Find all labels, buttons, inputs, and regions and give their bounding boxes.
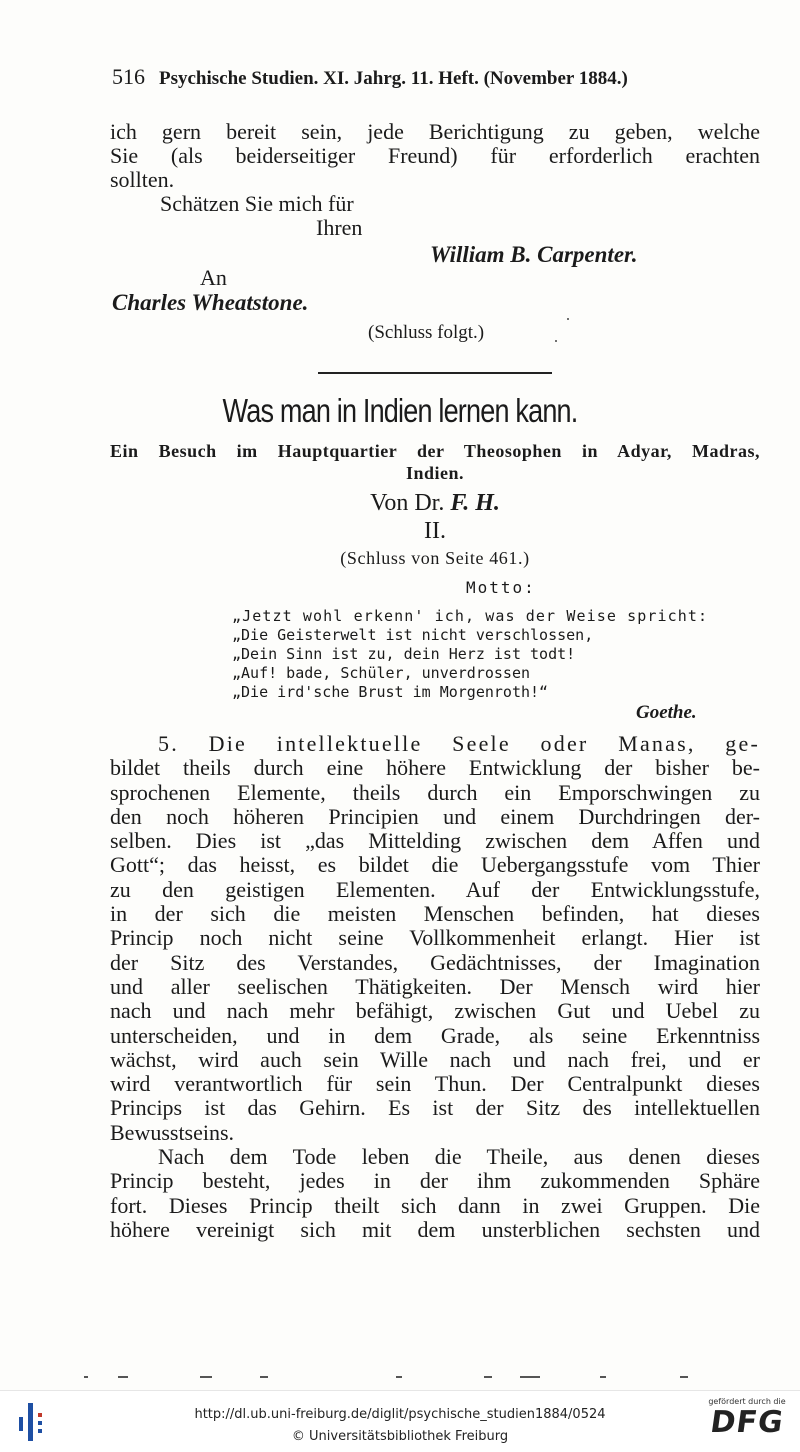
section-rule xyxy=(318,372,552,374)
page-number: 516 xyxy=(112,64,145,89)
paragraph-line: fort. Dieses Princip theilt sich dann in zwei Gruppen. Die xyxy=(110,1192,760,1218)
continuation-note: (Schluss von Seite 461.) xyxy=(340,548,530,568)
addressee-prefix: An xyxy=(200,265,227,290)
paragraph-line: der Sitz des Verstandes, Gedächtnisses, der Imagination xyxy=(110,949,760,975)
paragraph-line: bildet theils durch eine höhere Entwicklung der bisher be- xyxy=(110,755,760,781)
paragraph-line: Gott“; das heisst, es bildet die Uebergangsstufe vom Thier xyxy=(110,852,760,878)
motto-line: „Die ird'sche Brust im Morgenroth!“ xyxy=(232,683,549,701)
print-speck xyxy=(555,340,557,342)
author-initials: F. H. xyxy=(450,490,500,516)
motto-label: Motto: xyxy=(466,578,536,597)
author-prefix: Von Dr. xyxy=(370,490,445,516)
letter-line: Sie (als beiderseitiger Freund) für erforderlich erachten xyxy=(110,143,760,168)
paragraph-line: Princips ist das Gehirn. Es ist der Sitz des intellektuellen xyxy=(110,1095,760,1121)
paragraph-line: nach und nach mehr befähigt, zwischen Gut und Uebel zu xyxy=(110,998,760,1024)
paragraph-line: zu den geistigen Elementen. Auf der Entwicklungsstufe, xyxy=(110,876,760,902)
paragraph-line: wächst, wird auch sein Wille nach und nach frei, und er xyxy=(110,1046,760,1072)
running-head xyxy=(112,64,742,94)
running-title: Psychische Studien. XI. Jahrg. 11. Heft. (November 1884.) xyxy=(159,68,628,89)
signature: William B. Carpenter. xyxy=(430,242,638,267)
addressee: Charles Wheatstone. xyxy=(112,290,309,315)
paragraph-line: sprochenen Elemente, theils durch ein Emporschwingen zu xyxy=(110,779,760,805)
article-subtitle: Ein Besuch im Hauptquartier der Theosophen in Adyar, Madras, xyxy=(110,441,760,461)
paragraph-line: den noch höheren Principien und einem Durchdringen der- xyxy=(110,803,760,829)
motto-author: Goethe. xyxy=(636,702,697,723)
article-title: Was man in Indien lernen kann. xyxy=(222,392,578,429)
article-author xyxy=(0,490,800,517)
letter-line: ich gern bereit sein, jede Berichtigung zu geben, welche xyxy=(110,119,760,144)
letter-closing: Schätzen Sie mich für xyxy=(160,191,354,216)
paragraph-line: 5. Die intellektuelle Seele oder Manas, ge- xyxy=(158,731,760,756)
letter-closing: Ihren xyxy=(316,215,363,240)
dfg-logo-icon: DFG xyxy=(708,1405,787,1440)
paragraph-line: höhere vereinigt sich mit dem unsterblichen sechsten und xyxy=(110,1216,760,1242)
motto-line: „Auf! bade, Schüler, unverdrossen xyxy=(232,664,531,682)
motto-line: „Jetzt wohl erkenn' ich, was der Weise spricht: xyxy=(232,607,709,625)
paragraph-line: Princip besteht, jedes in der ihm zukommenden Sphäre xyxy=(110,1168,760,1194)
motto-line: „Dein Sinn ist zu, dein Herz ist todt! xyxy=(232,645,576,663)
dfg-logo xyxy=(704,1397,790,1447)
to-be-continued: (Schluss folgt.) xyxy=(368,322,485,343)
paragraph-line: unterscheiden, und in dem Grade, als seine Erkenntniss xyxy=(110,1022,760,1048)
paragraph-line: und aller seelischen Thätigkeiten. Der Mensch wird hier xyxy=(110,973,760,999)
next-page-bleed xyxy=(80,1376,720,1380)
permalink-url[interactable]: http://dl.ub.uni-freiburg.de/diglit/psychische_studien1884/0524 xyxy=(194,1407,606,1422)
print-speck xyxy=(567,318,569,320)
motto-line: „Die Geisterwelt ist nicht verschlossen, xyxy=(232,626,594,644)
paragraph-line: wird verantwortlich für sein Thun. Der Centralpunkt dieses xyxy=(110,1071,760,1097)
paragraph-line: Nach dem Tode leben die Theile, aus denen dieses xyxy=(158,1144,760,1170)
article-subtitle: Indien. xyxy=(405,463,465,483)
copyright-notice: © Universitätsbibliothek Freiburg xyxy=(291,1429,509,1444)
article-body xyxy=(110,732,760,1242)
paragraph-line: selben. Dies ist „das Mittelding zwischen dem Affen und xyxy=(110,828,760,854)
sponsor-text: gefördert durch die xyxy=(708,1397,786,1406)
part-number: II. xyxy=(424,518,446,544)
paragraph-line: in der sich die meisten Menschen befinden, hat dieses xyxy=(110,901,760,927)
letter-line: sollten. xyxy=(110,167,175,192)
paragraph-line: Princip noch nicht seine Vollkommenheit erlangt. Hier ist xyxy=(110,925,760,951)
paragraph-line: Bewusstseins. xyxy=(110,1119,235,1145)
library-footer xyxy=(0,1390,800,1452)
